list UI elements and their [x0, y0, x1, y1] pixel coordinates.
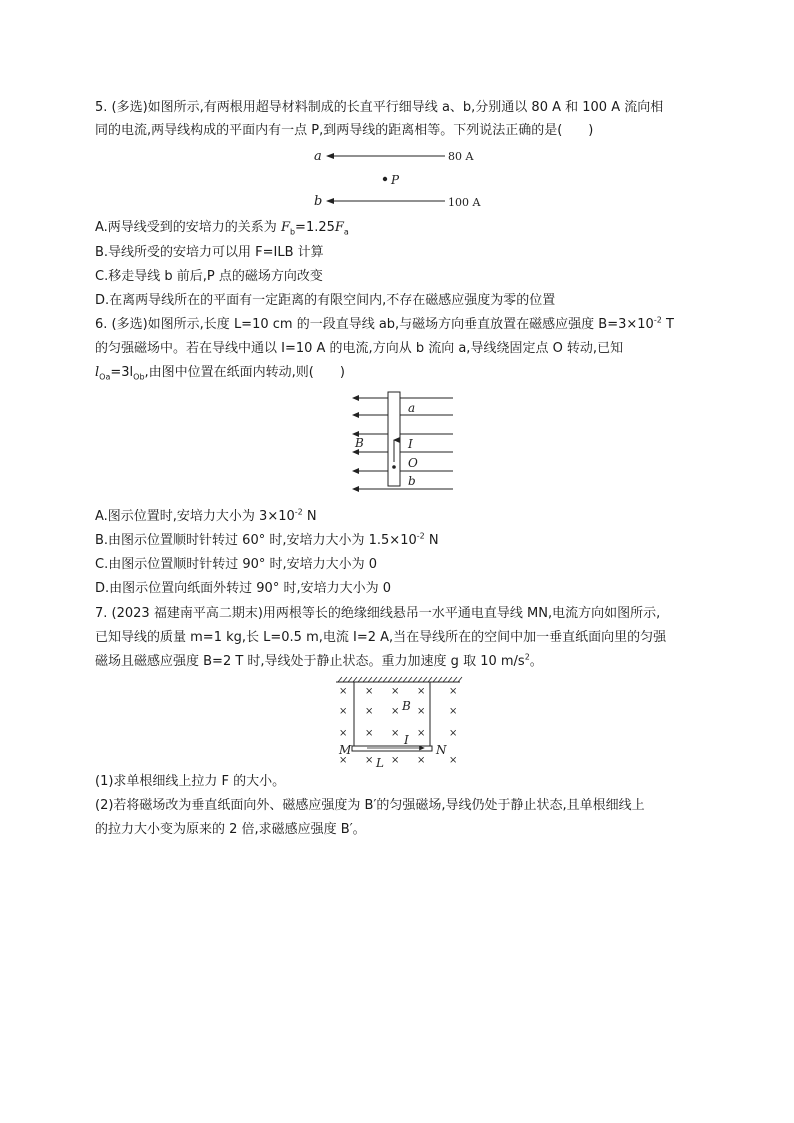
q6-option-d: D.由图示位置向纸面外转过 90° 时,安培力大小为 0: [95, 581, 391, 596]
q6-label-b-field: B: [355, 436, 364, 450]
q7-hatch-mark: [388, 677, 392, 682]
q7-label-l: L: [376, 756, 384, 770]
q6-label-o: O: [408, 456, 418, 470]
q6-option-a: A.图示位置时,安培力大小为 $3\times 10^{-2}$ N: [95, 507, 317, 524]
q7-field-cross: ×: [391, 706, 400, 717]
q7-field-cross: ×: [339, 755, 348, 766]
q7-hatch-mark: [343, 677, 347, 682]
q5-figure: [305, 146, 490, 212]
q7-field-cross: ×: [339, 686, 348, 697]
q6-stem-line1: 6. (多选)如图所示,长度 L=10 cm 的一段直导线 ab,与磁场方向垂直放置在磁感应强度 $B=3\times 10^{-2}$ T: [95, 315, 674, 332]
q6-pivot-o: [392, 465, 396, 469]
q7-hatch-mark: [398, 677, 402, 682]
q7-field-cross: ×: [417, 706, 426, 717]
q7-subquestion-1: (1)求单根细线上拉力 F 的大小。: [95, 774, 286, 789]
q6-stem-line3: $l_{Oa}=3l_{Ob}$,由图中位置在纸面内转动,则( ): [95, 365, 345, 382]
q7-label-n: N: [436, 743, 447, 757]
q7-field-cross: ×: [449, 728, 458, 739]
q7-hatch-mark: [338, 677, 342, 682]
q6-option-c: C.由图示位置顺时针转过 90° 时,安培力大小为 0: [95, 557, 378, 572]
q7-hatch-mark: [433, 677, 437, 682]
q7-hatch-mark: [458, 677, 462, 682]
q5-option-c: C.移走导线 b 前后,P 点的磁场方向改变: [95, 269, 323, 284]
q7-field-cross: ×: [417, 755, 426, 766]
q7-hatch-mark: [358, 677, 362, 682]
q5-option-d: D.在离两导线所在的平面有一定距离的有限空间内,不存在磁感应强度为零的位置: [95, 293, 556, 308]
q7-label-m: M: [339, 743, 352, 757]
q7-hatch-mark: [363, 677, 367, 682]
q7-field-cross: ×: [417, 686, 426, 697]
q5-label-a: a: [314, 149, 322, 164]
q7-hatch-mark: [438, 677, 442, 682]
q7-stem-line1: 7. (2023 福建南平高二期末)用两根等长的绝缘细线悬吊一水平通电直导线 MN,电流方向如图所示,: [95, 606, 661, 621]
q7-field-cross: ×: [449, 686, 458, 697]
q7-field-cross: ×: [339, 728, 348, 739]
q7-subquestion-2-line2: 的拉力大小变为原来的 2 倍,求磁感应强度 B′。: [95, 822, 366, 837]
q7-field-cross: ×: [365, 706, 374, 717]
q7-label-i: I: [404, 733, 409, 747]
q6-label-a: a: [408, 401, 416, 415]
q5-label-ia: 80 A: [448, 150, 474, 163]
q5-label-p: P: [391, 173, 400, 187]
q7-hatch-mark: [373, 677, 377, 682]
q7-field-cross: ×: [417, 728, 426, 739]
q7-stem-line3: 磁场且磁感应强度 B=2 T 时,导线处于静止状态。重力加速度 g 取 10 $m/s^2$。: [95, 652, 543, 669]
q7-field-cross: ×: [339, 706, 348, 717]
q6-figure: [345, 390, 465, 498]
q7-hatch-mark: [453, 677, 457, 682]
q5-stem-line1: 5. (多选)如图所示,有两根用超导材料制成的长直平行细导线 a、b,分别通以 80 A 和 100 A 流向相: [95, 100, 664, 115]
q5-label-b: b: [314, 194, 323, 209]
q7-hatch-mark: [448, 677, 452, 682]
q7-hatch-mark: [423, 677, 427, 682]
q7-hatch-mark: [428, 677, 432, 682]
q7-wire-mn: [352, 746, 432, 751]
q7-label-b: B: [402, 699, 411, 713]
q7-hatch-mark: [403, 677, 407, 682]
q7-field-cross: ×: [449, 755, 458, 766]
q6-label-b: b: [408, 474, 416, 488]
q7-field-cross: ×: [365, 755, 374, 766]
q5-option-a: A.两导线受到的安培力的关系为 $F_b=1.25F_a$: [95, 220, 349, 237]
q7-hatch-mark: [393, 677, 397, 682]
q6-label-i: I: [408, 437, 413, 451]
q7-field-cross: ×: [365, 728, 374, 739]
q6-stem-line2: 的匀强磁场中。若在导线中通以 I=10 A 的电流,方向从 b 流向 a,导线绕固定点 O 转动,已知: [95, 341, 624, 356]
q7-hatch-mark: [413, 677, 417, 682]
q6-wire-rod: [388, 392, 400, 486]
q7-field-cross: ×: [391, 755, 400, 766]
q5-stem-line2: 同的电流,两导线构成的平面内有一点 P,到两导线的距离相等。下列说法正确的是( ): [95, 123, 594, 138]
q7-hatch-mark: [383, 677, 387, 682]
q7-hatch-mark: [443, 677, 447, 682]
q7-field-cross: ×: [391, 728, 400, 739]
q5-option-b: B.导线所受的安培力可以用 F=ILB 计算: [95, 245, 324, 260]
q7-field-cross: ×: [449, 706, 458, 717]
q7-stem-line2: 已知导线的质量 m=1 kg,长 L=0.5 m,电流 I=2 A,当在导线所在的空间中加一垂直纸面向里的匀强: [95, 630, 667, 645]
q7-field-cross: ×: [365, 686, 374, 697]
q7-hatch-mark: [378, 677, 382, 682]
q5-label-ib: 100 A: [448, 196, 481, 209]
q7-hatch-mark: [408, 677, 412, 682]
q7-subquestion-2-line1: (2)若将磁场改为垂直纸面向外、磁感应强度为 B′的匀强磁场,导线仍处于静止状态,且单根细线上: [95, 798, 645, 813]
q7-hatch-mark: [348, 677, 352, 682]
q7-figure: [332, 676, 468, 770]
q6-option-b: B.由图示位置顺时针转过 60° 时,安培力大小为 $1.5\times 10^{-2}$ N: [95, 531, 439, 548]
q7-field-cross: ×: [391, 686, 400, 697]
q7-hatch-mark: [418, 677, 422, 682]
q7-hatch-mark: [368, 677, 372, 682]
q5-point-p: [383, 177, 387, 181]
q7-hatch-mark: [353, 677, 357, 682]
